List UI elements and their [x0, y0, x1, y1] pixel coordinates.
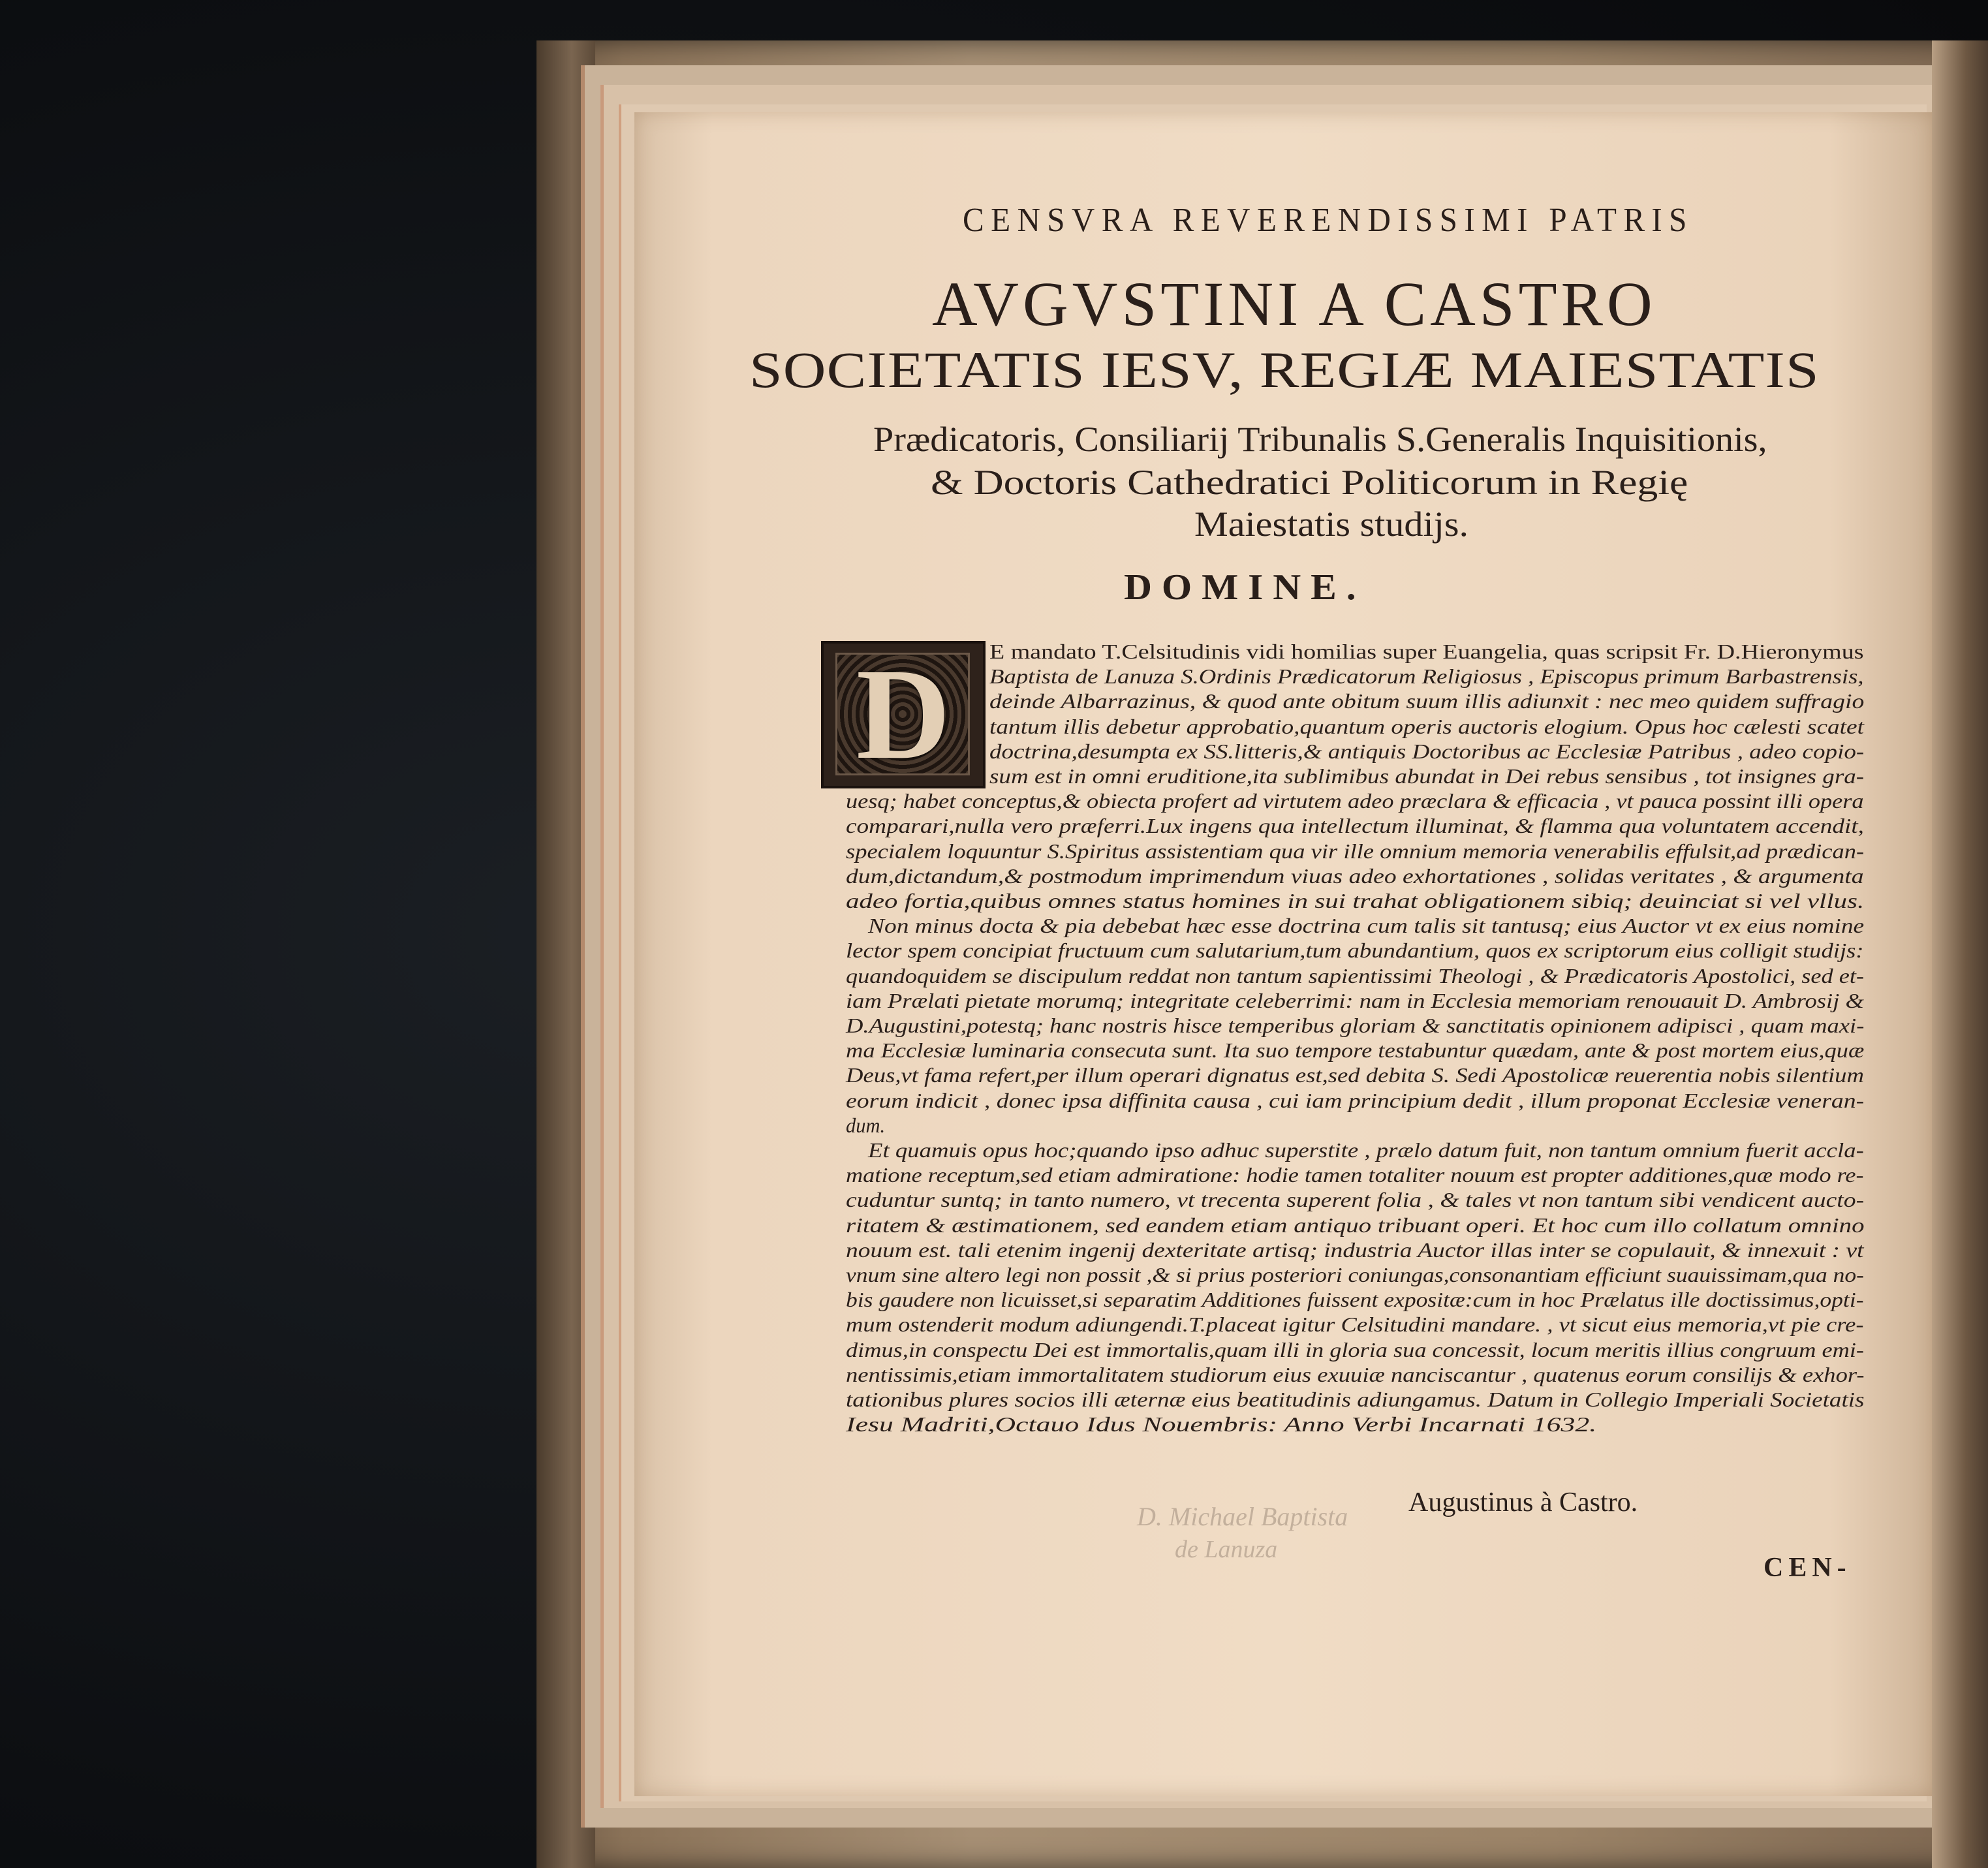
body-text-line: tantum illis debetur approbatio,quantum operis auctoris elogium. Opus hoc cælesti scatet — [989, 714, 1864, 738]
body-text-line: eorum indicit , donec ipsa diffinita causa , cui iam principium dedit , illum proponat Ecclesiæ veneran- — [846, 1088, 1865, 1112]
body-text-line: Et quamuis opus hoc;quando ipso adhuc superstite , prælo datum fuit, non tantum omnium fuerit accla- — [868, 1138, 1864, 1162]
subtitle-line: Prædicatoris, Consiliarij Tribunalis S.Generalis Inquisitionis, — [873, 420, 1767, 459]
body-text-line: bis gaudere non licuisset,si separatim Additiones fuissent expositæ:cum in hoc Prælatus ille doctissimus,opti- — [846, 1288, 1864, 1312]
body-text-line: Deus,vt fama refert,per illum operari dignatus est,sed debita S. Sedi Apostolicæ reuerentia nobis silentium — [846, 1063, 1864, 1087]
author-name-heading: AVGVSTINI A CASTRO — [932, 269, 1656, 339]
body-text-line: dum,dictandum,& postmodum imprimendum viuas adeo exhortationes , solidas veritates , & argumenta — [846, 864, 1864, 888]
body-text-line: deinde Albarrazinus, & quod ante obitum suum illis adiunxit : nec meo quidem suffragio — [989, 689, 1865, 713]
body-text-line: cuduntur suntq; in tanto numero, vt trecenta superent folia , & tales vt non tantum sibi vendicent aucto- — [846, 1188, 1865, 1212]
body-text-line: uesq; habet conceptus,& obiecta profert ad virtutem adeo præclara & efficacia , vt pauca possint illi opera — [846, 789, 1864, 813]
running-title: CENSVRA REVERENDISSIMI PATRIS — [963, 202, 1694, 239]
body-text-line: Iesu Madriti,Octauo Idus Nouembris: Anno Verbi Incarnati 1632. — [846, 1412, 1597, 1437]
body-text-line: dimus,in conspectu Dei est immortalis,quam illi in gloria sua concessit, locum meritis illius congruum emi- — [846, 1337, 1865, 1362]
salutation: DOMINE. — [1124, 567, 1366, 608]
body-text-line: nentissimis,etiam immortalitatem studiorum eius exuuiæ nanciscantur , quatenus eorum consilijs & exhor- — [846, 1362, 1865, 1386]
subtitle-line: Maiestatis studijs. — [1194, 505, 1468, 544]
body-text-line: D.Augustini,potestq; hanc nostris hisce temperibus gloriam & sanctitatis opinionem adipisci , quam maxi- — [846, 1014, 1865, 1037]
body-text-line: E mandato T.Celsitudinis vidi homilias super Euangelia, quas scripsit Fr. D.Hieronymus — [989, 640, 1864, 663]
body-text-line: sum est in omni eruditione,ita sublimibus abundat in Dei rebus sensibus , tot insignes gra- — [989, 764, 1865, 788]
signature: Augustinus à Castro. — [1408, 1487, 1638, 1518]
decorated-initial — [821, 641, 986, 788]
ownership-note: D. Michael Baptista — [1137, 1502, 1348, 1531]
body-text-line: tationibus plures socios illi æternæ eius beatitudinis adiungamus. Datum in Collegio Imperiali Societatis — [846, 1388, 1865, 1411]
body-text-line: quandoquidem se discipulum reddat non tantum sapientissimi Theologi , & Prædicatoris Apostolici, sed et- — [846, 963, 1865, 988]
body-text-line: ma Ecclesiæ luminaria consecuta sunt. Ita suo tempore testabuntur quædam, ante & post mortem eius,quæ — [846, 1038, 1865, 1063]
body-text-line: iam Prælati pietate morumq; integritate celeberrimi: nam in Ecclesia memoriam renouauit D. Ambrosij & — [846, 988, 1864, 1012]
body-text-line: specialem loquuntur S.Spiritus assistentiam qua vir ille omnium memoria venerabilis effulsit,ad prædican- — [846, 839, 1865, 863]
body-text-line: matione receptum,sed etiam admiratione: hodie tamen totaliter nouum est propter additiones,quæ modo re- — [846, 1163, 1864, 1187]
body-text-line: dum. — [846, 1113, 886, 1137]
body-text-line: lector spem concipiat fructuum cum salutarium,tum abundantium, quos ex scriptorum eius colligit studijs: — [846, 939, 1864, 963]
order-heading: SOCIETATIS IESV, REGIÆ MAIESTATIS — [749, 341, 1820, 398]
body-text-line: adeo fortia,quibus omnes status homines in sui trahat obligationem sibiq; deuinciat si vel vllus. — [846, 889, 1865, 912]
body-text-line: mum ostenderit modum adiungendi.T.placeat igitur Celsitudini mandare. , vt sicut eius memoria,vt pie cre- — [846, 1313, 1864, 1337]
body-text-line: doctrina,desumpta ex SS.litteris,& antiquis Doctoribus ac Ecclesiæ Patribus , adeo copio- — [989, 739, 1865, 763]
body-text-line: Non minus docta & pia debebat hæc esse doctrina cum talis sit tantusq; eius Auctor vt ex eius nomine — [868, 914, 1865, 938]
catchword: CEN- — [1763, 1553, 1852, 1583]
body-text-line: Baptista de Lanuza S.Ordinis Prædicatorum Religiosus , Episcopus primum Barbastrensis, — [989, 664, 1864, 689]
ownership-note: de Lanuza — [1175, 1536, 1278, 1563]
body-text-line: ritatem & æstimationem, sed eandem etiam antiquo tribuant operi. Et hoc cum illo collatum omnino — [846, 1213, 1865, 1237]
initial-letter: D — [856, 642, 951, 786]
body-text-line: nouum est. tali etenim ingenij dexteritate artisq; industria Auctor illas inter se copulauit, & innexuit : vt — [846, 1238, 1864, 1262]
body-text-line: vnum sine altero legi non possit ,& si prius posteriori coniungas,consonantiam efficiunt suauissimam,qua no- — [846, 1263, 1865, 1286]
subtitle-line: & Doctoris Cathedratici Politicorum in Regię — [931, 463, 1688, 502]
body-text-line: comparari,nulla vero præferri.Lux ingens qua intellectum illuminat, & flamma qua voluntatem accendit, — [846, 814, 1864, 838]
